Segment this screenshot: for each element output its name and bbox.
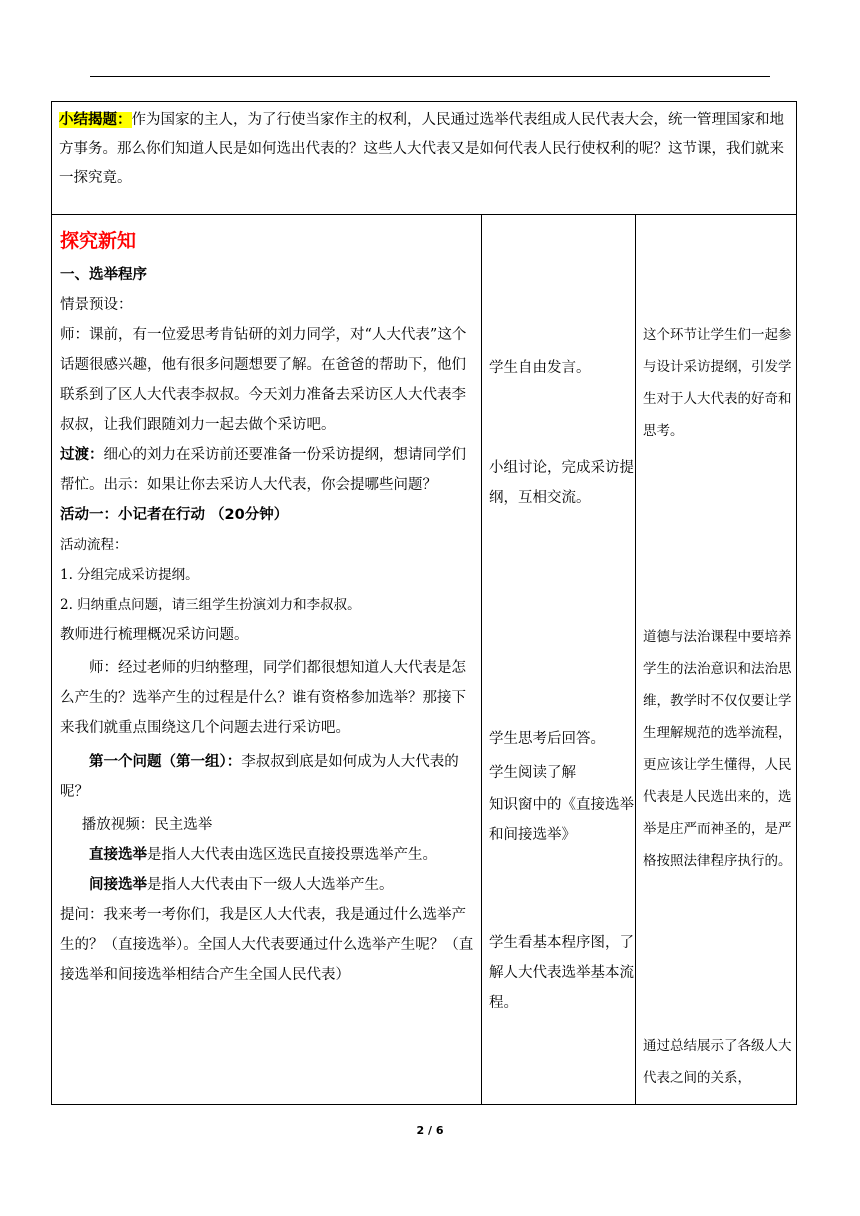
- step-2: 2. 归纳重点问题，请三组学生扮演刘力和李叔叔。: [60, 597, 361, 613]
- section-heading: 探究新知: [60, 230, 137, 252]
- student-activity-b: 小组讨论，完成采访提纲，互相交流。: [489, 460, 634, 506]
- activity-title: 活动一：小记者在行动 （20分钟）: [60, 507, 289, 523]
- step-1: 1. 分组完成采访提纲。: [60, 567, 199, 583]
- column-divider-2: [635, 215, 636, 1105]
- question-1-text: 李叔叔到底是如何成为人大代表的呢？: [60, 754, 459, 800]
- transition-text: 细心的刘力在采访前还要准备一份采访提纲，想请同学们帮忙。出示：如果让你去采访人大代表，你会提哪些问题？: [60, 447, 466, 493]
- student-activity-e: 知识窗中的《直接选举和间接选举》: [489, 797, 634, 843]
- indirect-election-paragraph: [60, 870, 476, 900]
- video-note: 播放视频：民主选举: [81, 817, 213, 833]
- student-activity-c: 学生思考后回答。: [489, 731, 605, 747]
- question-1-paragraph: [60, 747, 476, 807]
- transition-label: 过渡：: [60, 447, 104, 463]
- student-activity-d: 学生阅读了解: [489, 765, 576, 781]
- student-activity-a: 学生自由发言。: [489, 360, 591, 376]
- direct-election-paragraph: [60, 840, 476, 870]
- question-paragraph: 提问：我来考一考你们，我是区人大代表，我是通过什么选举产生的？（直接选举）。全国人大代表要通过什么选举产生呢？（直接选举和间接选举相结合产生全国人民代表）: [60, 907, 474, 983]
- page-number: 2 / 6: [416, 1124, 444, 1137]
- process-label: 活动流程：: [60, 537, 128, 553]
- design-intent-b: 道德与法治课程中要培养学生的法治意识和法治思维，教学时不仅仅要让学生理解规范的选举流程，更应该让学生懂得，人民代表是人民选出来的，选举是庄严而神圣的，是严格按照法律程序执行的。: [643, 629, 792, 869]
- column-divider-1: [481, 215, 482, 1105]
- teaching-process-column: [60, 226, 476, 990]
- subsection-title: 一、选举程序: [60, 267, 147, 283]
- summary-label: 小结揭题：: [59, 112, 132, 128]
- design-intent-c: 通过总结展示了各级人大代表之间的关系，: [643, 1038, 792, 1086]
- teacher-intro: 师：课前，有一位爱思考肯钻研的刘力同学，对“人大代表”这个话题很感兴趣，他有很多问题想要了解。在爸爸的帮助下，他们联系到了区人大代表李叔叔。今天刘力准备去采访区人大代表李叔叔，让我们跟随刘力一起去做个采访吧。: [60, 327, 467, 433]
- header-rule: [90, 76, 770, 77]
- summary-text: 作为国家的主人，为了行使当家作主的权利，人民通过选举代表组成人民代表大会，统一管理国家和地方事务。那么你们知道人民是如何选出代表的？这些人大代表又是如何代表人民行使权利的呢？这节课，我们就来一探究竟。: [59, 112, 784, 186]
- teacher-sort: 教师进行梳理概况采访问题。: [60, 627, 249, 643]
- design-intent-a: 这个环节让学生们一起参与设计采访提纲，引发学生对于人大代表的好奇和思考。: [643, 327, 792, 439]
- direct-election-definition: 是指人大代表由选区选民直接投票选举产生。: [147, 847, 437, 863]
- summary-cell: [51, 101, 797, 215]
- student-activity-f: 学生看基本程序图，了解人大代表选举基本流程。: [489, 935, 634, 1011]
- transition-paragraph: [60, 440, 476, 500]
- direct-election-term: 直接选举: [89, 847, 147, 863]
- question-1-label: 第一个问题（第一组）：: [89, 754, 242, 770]
- indirect-election-definition: 是指人大代表由下一级人大选举产生。: [147, 877, 394, 893]
- teacher-summary: 师：经过老师的归纳整理，同学们都很想知道人大代表是怎么产生的？选举产生的过程是什么？谁有资格参加选举？那接下来我们就重点围绕这几个问题去进行采访吧。: [60, 660, 466, 736]
- indirect-election-term: 间接选举: [89, 877, 147, 893]
- scene-label: 情景预设：: [60, 297, 133, 313]
